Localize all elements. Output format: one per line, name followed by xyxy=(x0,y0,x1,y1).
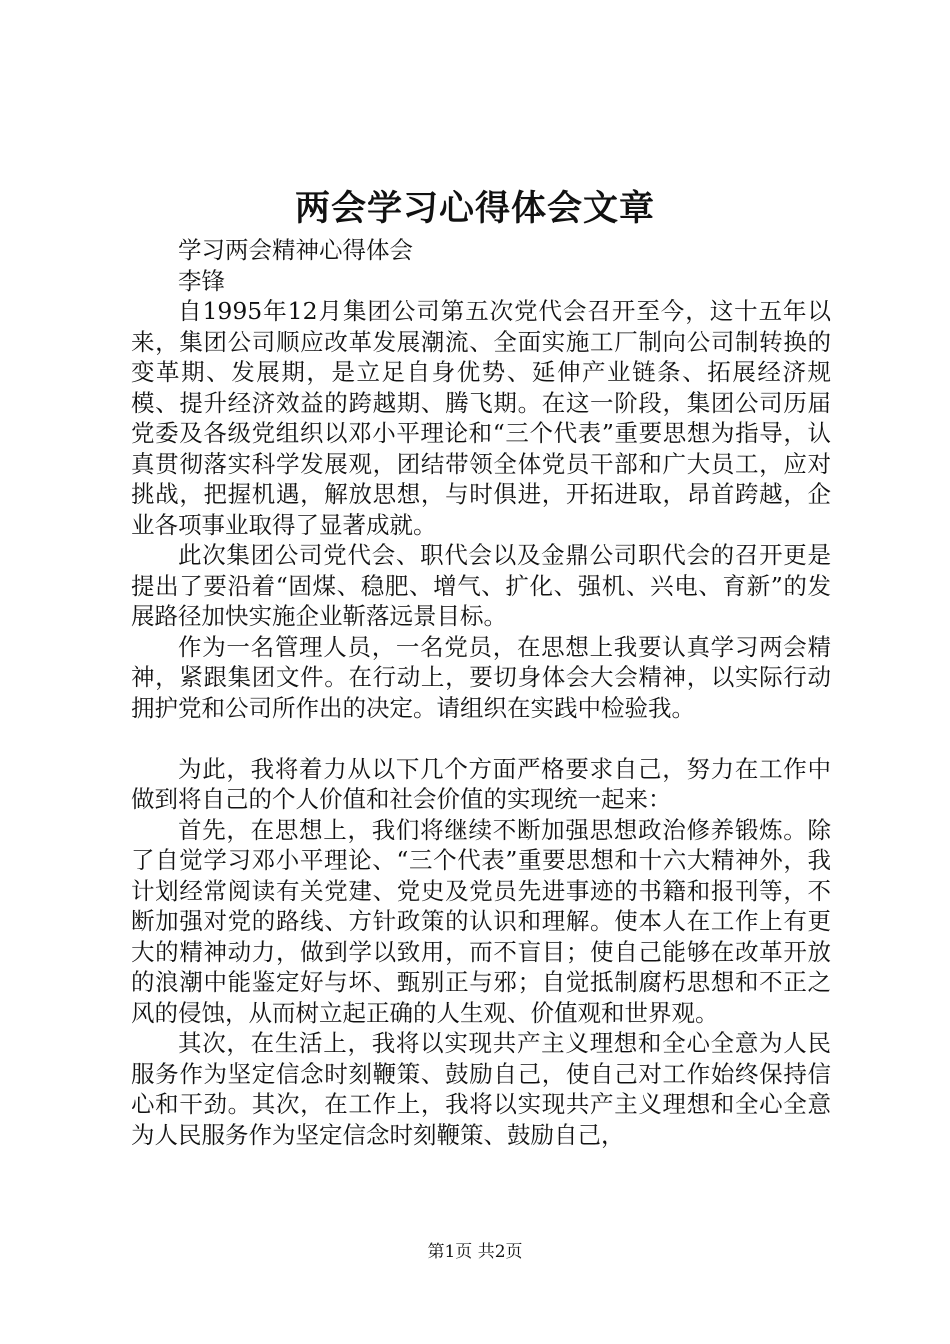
author: 李锋 xyxy=(178,266,225,295)
paragraph: 为此，我将着力从以下几个方面严格要求自己，努力在工作中做到将自己的个人价值和社会价值的实现统一起来： xyxy=(131,754,831,813)
paragraph: 首先，在思想上，我们将继续不断加强思想政治修养锻炼。除了自觉学习邓小平理论、“三个代表”重要思想和十六大精神外，我计划经常阅读有关党建、党史及党员先进事迹的书籍和报刊等，不断加强对党的路线、方针政策的认识和理解。使本人在工作上有更大的精神动力，做到学以致用，而不盲目；使自己能够在改革开放的浪潮中能鉴定好与坏、甄别正与邪；自觉抵制腐朽思想和不正之风的侵蚀，从而树立起正确的人生观、价值观和世界观。 xyxy=(131,815,831,1027)
paragraph: 其次，在生活上，我将以实现共产主义理想和全心全意为人民服务作为坚定信念时刻鞭策、鼓励自己，使自己对工作始终保持信心和干劲。其次，在工作上，我将以实现共产主义理想和全心全意为人民服务作为坚定信念时刻鞭策、鼓励自己， xyxy=(131,1029,831,1149)
document-title: 两会学习心得体会文章 xyxy=(294,188,655,229)
paragraph: 自1995年12月集团公司第五次党代会召开至今，这十五年以来，集团公司顺应改革发展潮流、全面实施工厂制向公司制转换的变革期、发展期，是立足自身优势、延伸产业链条、拓展经济规模、提升经济效益的跨越期、腾飞期。在这一阶段，集团公司历届党委及各级党组织以邓小平理论和“三个代表”重要思想为指导，认真贯彻落实科学发展观，团结带领全体党员干部和广大员工，应对挑战，把握机遇，解放思想，与时俱进，开拓进取，昂首跨越，企业各项事业取得了显著成就。 xyxy=(131,297,831,539)
paragraph: 作为一名管理人员，一名党员，在思想上我要认真学习两会精神，紧跟集团文件。在行动上，要切身体会大会精神，以实际行动拥护党和公司所作出的决定。请组织在实践中检验我。 xyxy=(131,632,831,722)
document-body xyxy=(131,235,831,1150)
subtitle: 学习两会精神心得体会 xyxy=(178,236,413,264)
page-footer: 第1页 共2页 xyxy=(427,1242,523,1262)
paragraph: 此次集团公司党代会、职代会以及金鼎公司职代会的召开更是提出了要沿着“固煤、稳肥、增气、扩化、强机、兴电、育新”的发展路径加快实施企业靳落远景目标。 xyxy=(131,541,831,630)
